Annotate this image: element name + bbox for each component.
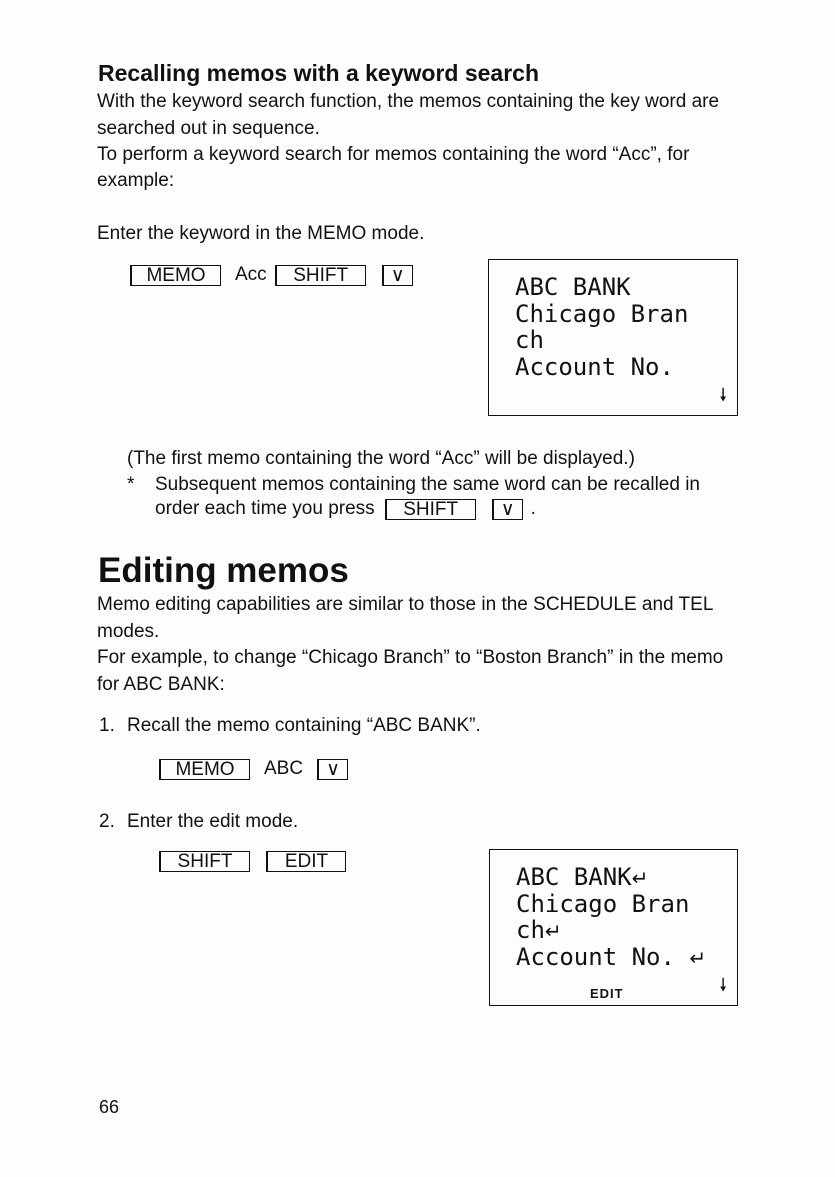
paragraph-line: modes. — [97, 621, 160, 642]
section-heading-keyword-search: Recalling memos with a keyword search — [98, 60, 539, 86]
step-text: Enter the edit mode. — [127, 811, 299, 832]
paragraph-line: To perform a keyword search for memos containing the word “Acc”, for — [97, 144, 690, 165]
key-text: Acc — [235, 264, 267, 285]
key-sequence-2 — [159, 758, 348, 780]
section-heading-editing-memos: Editing memos — [98, 551, 349, 590]
scroll-down-icon: 🠗 — [719, 385, 727, 406]
shift-key: SHIFT — [275, 265, 366, 286]
shift-key: SHIFT — [159, 851, 250, 872]
lcd-line: Chicago Bran — [515, 300, 689, 328]
scroll-down-icon: 🠗 — [719, 975, 727, 996]
note-line-with-keys — [155, 498, 536, 520]
lcd-line: Chicago Bran — [516, 890, 690, 918]
return-icon: ↵ — [544, 919, 562, 943]
note-text: order each time you press — [155, 498, 375, 519]
paragraph-line: example: — [97, 170, 175, 191]
lcd-line: ch — [515, 326, 544, 354]
edit-mode-indicator: EDIT — [590, 986, 624, 1001]
memo-key: MEMO — [159, 759, 250, 780]
shift-key: SHIFT — [385, 499, 476, 520]
down-key: ∨ — [382, 265, 413, 286]
lcd-line: ABC BANK↵ — [516, 863, 649, 891]
key-sequence-1 — [130, 264, 413, 286]
lcd-line: Account No. — [515, 353, 674, 381]
note-text: (The first memo containing the word “Acc” will be displayed.) — [127, 448, 635, 469]
step-number: 2. — [99, 811, 115, 832]
lcd-line: Account No. ↵ — [516, 943, 707, 971]
step-intro: Enter the keyword in the MEMO mode. — [97, 223, 425, 244]
period: . — [530, 498, 536, 519]
paragraph-line: Memo editing capabilities are similar to those in the SCHEDULE and TEL — [97, 594, 714, 615]
return-icon: ↵ — [689, 946, 707, 970]
lcd-display-1 — [488, 259, 738, 416]
bullet: * — [127, 474, 135, 495]
memo-key: MEMO — [130, 265, 221, 286]
lcd-line: ch↵ — [516, 916, 562, 944]
page-number: 66 — [99, 1097, 120, 1117]
down-key: ∨ — [317, 759, 348, 780]
step-number: 1. — [99, 715, 115, 736]
step-text: Recall the memo containing “ABC BANK”. — [127, 715, 481, 736]
key-text: ABC — [264, 758, 304, 779]
down-key: ∨ — [492, 499, 523, 520]
paragraph-line: With the keyword search function, the memos containing the key word are — [97, 91, 720, 112]
note-text: Subsequent memos containing the same word can be recalled in — [155, 474, 700, 495]
key-sequence-3 — [159, 851, 346, 872]
lcd-display-2 — [489, 849, 738, 1006]
edit-key: EDIT — [266, 851, 346, 872]
paragraph-line: for ABC BANK: — [97, 674, 225, 695]
paragraph-line: searched out in sequence. — [97, 118, 320, 139]
lcd-line: ABC BANK — [515, 273, 631, 301]
paragraph-line: For example, to change “Chicago Branch” to “Boston Branch” in the memo — [97, 647, 724, 668]
return-icon: ↵ — [631, 866, 649, 890]
